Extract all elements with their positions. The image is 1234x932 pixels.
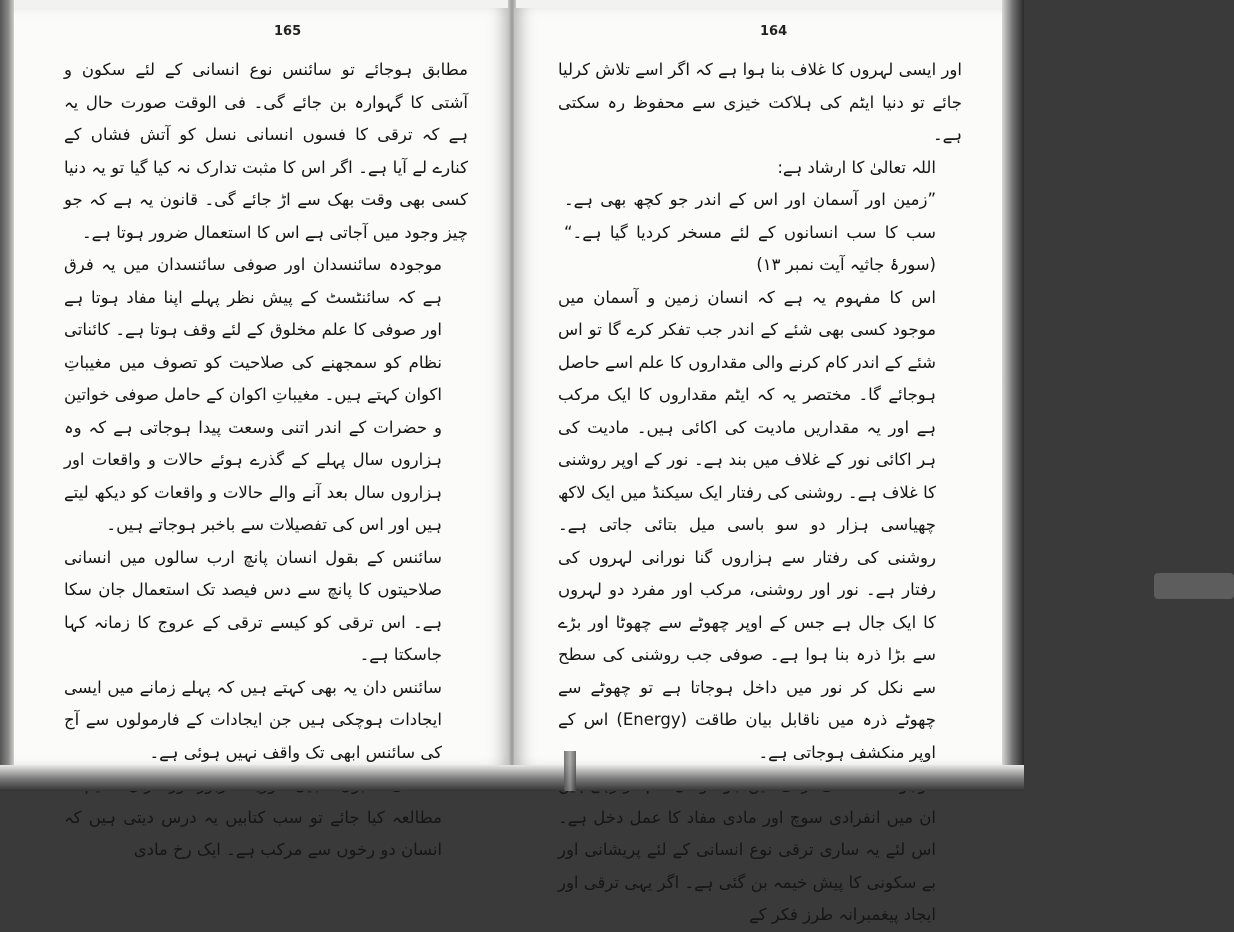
page-number: 164 (760, 24, 788, 39)
page-text (64, 54, 468, 867)
quran-quote: ”زمین اور آسمان اور اس کے اندر جو کچھ بھی ہے۔ سب کا سب انسانوں کے لئے مسخر کردیا گیا ہے۔“ (سورۂ جاثیہ آیت نمبر ۱۳) (564, 190, 936, 274)
book-cover-edge-left (0, 0, 14, 791)
page-number: 165 (274, 24, 302, 39)
page-text (558, 54, 962, 932)
faint-stamp-mark (1154, 573, 1234, 599)
paragraph: سائنس دان یہ بھی کہتے ہیں کہ پہلے زمانے میں ایسی ایجادات ہوچکی ہیں جن ایجادات کے فارمولوں سے آج کی سائنس ابھی تک واقف نہیں ہوئی ہے۔ (64, 677, 442, 762)
book-bottom-edge (0, 765, 1024, 791)
paragraph: اس کا مفہوم یہ ہے کہ انسان زمین و آسمان میں موجود کسی بھی شئے کے اندر جب تفکر کرے گا تو اس شئے کے اندر کام کرنے والی مقداروں کا علم اسے حاصل ہوجائے گا۔ مختصر یہ کہ ایٹم مقداروں کا ایک مرکب ہے اور یہ مقداریں مادیت کی اکائی ہیں۔ مادیت کی ہر اکائی نور کے غلاف میں بند ہے۔ نور کے اوپر روشنی کا غلاف ہے۔ روشنی کی رفتار ایک سیکنڈ میں ایک لاکھ چھیاسی ہزار دو سو باسی میل بتائی جاتی ہے۔ روشنی کی رفتار سے ہزاروں گنا نورانی لہروں کی رفتار ہے۔ نور اور روشنی، مرکب اور مفرد دو لہروں کا ایک جال ہے جس کے اوپر چھوٹے سے چھوٹا اور بڑے سے بڑا ذرہ بنا ہوا ہے۔ صوفی جب روشنی کی سطح سے نکل کر نور میں داخل ہوجاتا ہے تو چھوٹے سے چھوٹے ذرہ میں ناقابل بیان طاقت (Energy) اس کے اوپر منکشف ہوجاتی ہے۔ (558, 287, 936, 762)
book-cover-edge-right (1002, 0, 1024, 791)
paragraph: ان میں انفرادی سوچ اور مادی مفاد کا عمل دخل ہے۔ اس لئے یہ ساری ترقی نوع انسانی کے لئے پریشانی اور بے سکونی کا پیش خیمہ بن گئی ہے۔ اگر یہی ترقی اور ایجاد پیغمبرانہ طرز فکر کے (558, 807, 936, 924)
paragraph: سائنس کے بقول انسان پانچ ارب سالوں میں انسانی صلاحیتوں کا پانچ سے دس فیصد تک استعمال جان سکا ہے۔ اس ترقی کو کیسے ترقی کے عروج کا زمانہ کہا جاسکتا ہے۔ (64, 547, 442, 664)
paragraph: مطابق ہوجائے تو سائنس نوع انسانی کے لئے سکون و آشتی کا گہوارہ بن جائے گی۔ فی الوقت صورت حال یہ ہے کہ ترقی کا فسوں انسانی نسل کو آتش فشاں کے کنارے لے آیا ہے۔ اگر اس کا مثبت تدارک نہ کیا گیا تو یہ دنیا کسی بھی وقت بھک سے اڑ جائے گی۔ قانون یہ ہے کہ جو چیز وجود میں آجاتی ہے اس کا استعمال ضرور ہوتا ہے۔ (64, 60, 468, 242)
paragraph: موجودہ سائنسدان اور صوفی سائنسدان میں یہ فرق ہے کہ سائنٹسٹ کے پیش نظر پہلے اپنا مفاد ہوتا ہے اور صوفی کا علم مخلوق کے لئے وقف ہوتا ہے۔ کائناتی نظام کو سمجھنے کی صلاحیت کو تصوف میں مغیباتِ اکوان کہتے ہیں۔ مغیباتِ اکوان کے حامل صوفی خواتین و حضرات کے اندر اتنی وسعت پیدا ہوجاتی ہے کہ وہ ہزاروں سال پہلے کے گذرے ہوئے حالات و واقعات اور ہزاروں سال بعد آنے والے حالات و واقعات کو دیکھ لیتے ہیں اور اس کی تفصیلات سے باخبر ہوجاتے ہیں۔ (64, 255, 442, 534)
paragraph: اللہ تعالیٰ کا ارشاد ہے: (777, 157, 936, 177)
bookmark-ribbon (564, 751, 576, 791)
paragraph: مطالعہ کیا جائے تو سب کتابیں یہ درس دیتی ہیں کہ انسان دو رخوں سے مرکب ہے۔ ایک رخ مادی (64, 807, 442, 859)
right-page (514, 8, 1002, 924)
left-page (14, 8, 510, 859)
paragraph: اور ایسی لہروں کا غلاف بنا ہوا ہے کہ اگر اسے تلاش کرلیا جائے تو دنیا ایٹم کی ہلاکت خیزی سے محفوظ رہ سکتی ہے۔ (558, 60, 962, 144)
